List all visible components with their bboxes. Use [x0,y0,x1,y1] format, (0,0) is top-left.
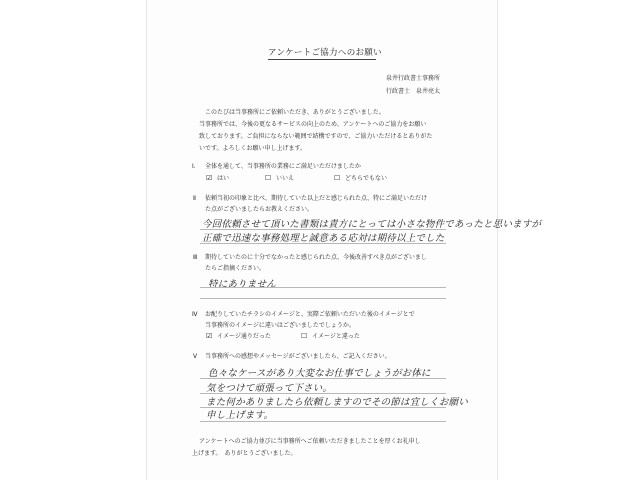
option-label: いいえ [276,175,295,182]
intro-line: このたびは当事務所にご依頼いただき、ありがとうございました。 [205,109,385,116]
answer-line [200,421,446,422]
intro-line: いです。よろしくお願い申し上げます。 [199,145,307,152]
option-label: イメージと違った [312,333,360,340]
document-title: アンケートご協力へのお願い [268,48,382,58]
office-name: 泉井行政書士事務所 [386,75,441,82]
handwritten-answer: 正確で迅速な事務処理と誠意ある応対は期待以上でした [202,233,445,244]
checkbox[interactable]: ☐ [334,174,341,182]
question-text: 期待していたのに十分でなかったと感じられた点、今後改善すべき点がございまし [205,254,427,261]
question-number: Ⅲ [193,254,198,261]
answer-line [200,298,446,299]
option-label: イメージ通りだった [217,333,271,340]
handwritten-answer: 色々なケースがあり大変なお仕事でしょうがお体に [208,368,431,379]
option-label: どちらでもない [345,175,387,182]
question-text: 当事務所への感想やメッセージがございましたら、ご記入ください。 [205,353,391,360]
option-label: はい [217,175,230,182]
question-text: 当事務所のイメージに違いはございましたでしょうか。 [205,322,355,329]
handwritten-answer: 特にありません [208,279,276,290]
question-number: Ⅳ [192,311,198,318]
intro-line: 致しております。ご負担にならない範囲で結構ですので、ご協力いただけるとありがた [199,133,433,140]
handwritten-answer: 申し上げます。 [206,410,274,421]
title-underline [268,59,376,60]
handwritten-answer: 今回依頼させて頂いた書類は責方にとっては小さな物件であったと思いますが [202,219,542,230]
question-text: たらご指摘ください。 [205,265,266,272]
checkbox[interactable]: ☐ [301,332,308,340]
question-number: Ⅰ． [192,163,200,170]
question-text: 依頼当初の印象と比べ、期待していた以上だと感じられた点、特にご満足いただけ [205,195,428,202]
checkbox-checked[interactable]: ☑ [206,174,213,182]
intro-line: 当事務所では、今後の更なるサービスの向上のため、アンケートへのご協力をお願い [199,121,427,128]
representative-name: 行政書士 泉井亮太 [386,88,441,95]
checkbox-checked[interactable]: ☑ [206,332,213,340]
question-number: Ⅱ [193,195,196,202]
checkbox[interactable]: ☐ [265,174,272,182]
question-text: た点がございましたらお教えください。 [205,206,314,213]
answer-line [200,378,446,379]
question-number: Ⅴ [193,353,198,360]
answer-line [200,287,446,288]
closing-line: 上げます。 ありがとうございました。 [192,450,297,457]
answer-line [200,243,446,244]
closing-line: アンケートへのご協力並びに当事務所へご依頼いただきましたことを厚くお礼申し [199,438,421,445]
question-text: 全体を通して、当事務所の業務にご満足いただけましたか [205,163,361,170]
handwritten-answer: 気をつけて頑張って下さい。 [206,383,333,394]
handwritten-answer: また何かありましたら依頼しますのでその節は宜しくお願い [206,397,468,408]
question-text: お配りしていたチラシのイメージと、実際ご依頼いただいた後のイメージとで [205,311,415,318]
